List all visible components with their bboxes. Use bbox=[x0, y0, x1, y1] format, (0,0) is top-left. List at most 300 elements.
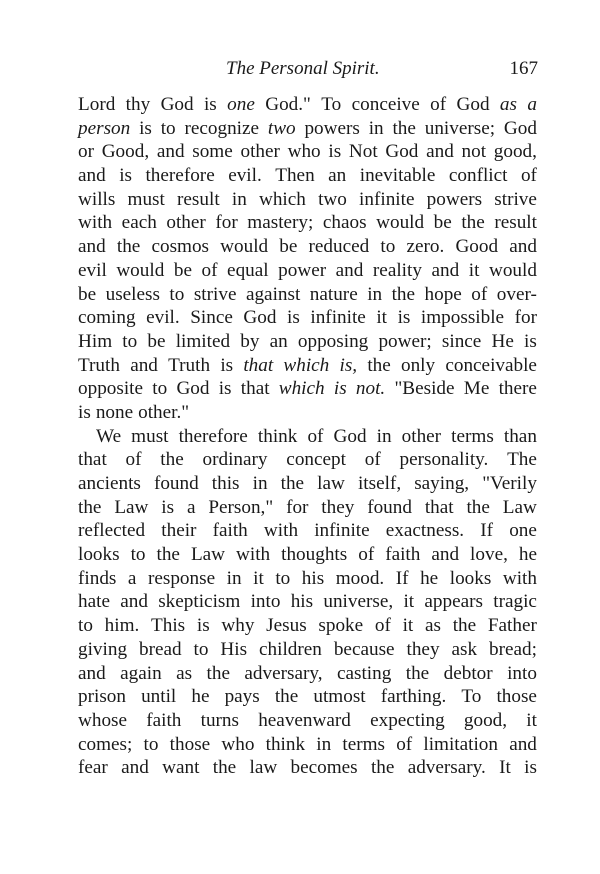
word: is bbox=[220, 354, 234, 376]
word: only bbox=[400, 354, 436, 376]
word: to bbox=[169, 283, 185, 305]
word: none bbox=[95, 401, 134, 423]
word: would bbox=[116, 259, 165, 281]
word: because bbox=[333, 638, 395, 660]
word: terms bbox=[451, 425, 494, 447]
word: "Beside bbox=[394, 378, 455, 400]
word: Lord bbox=[78, 94, 116, 115]
word: looks bbox=[449, 567, 492, 589]
word: coming bbox=[78, 307, 136, 329]
word: be bbox=[147, 330, 166, 352]
word: opposite bbox=[78, 378, 144, 400]
word: itself, bbox=[357, 473, 402, 494]
word: God bbox=[385, 141, 419, 163]
word: to bbox=[130, 544, 146, 566]
word: adversary. bbox=[407, 757, 486, 779]
word: universe, bbox=[323, 591, 394, 613]
word: bread; bbox=[489, 638, 537, 660]
word: that bbox=[240, 378, 270, 400]
word: and bbox=[509, 236, 537, 258]
word: the bbox=[274, 686, 299, 708]
word: and bbox=[335, 259, 364, 281]
word: Truth bbox=[168, 354, 211, 376]
word: good, bbox=[463, 709, 508, 731]
word: it bbox=[402, 615, 414, 637]
word: think bbox=[257, 425, 298, 447]
word: the bbox=[212, 757, 237, 779]
word: a bbox=[186, 496, 196, 518]
word: who bbox=[221, 733, 255, 755]
word: looks bbox=[78, 544, 120, 566]
word: to bbox=[160, 117, 176, 139]
word: the bbox=[461, 212, 485, 234]
word: by bbox=[240, 330, 260, 352]
word: in bbox=[376, 425, 392, 447]
running-header bbox=[78, 58, 538, 84]
word: fear bbox=[78, 757, 108, 779]
word: infinite bbox=[310, 307, 366, 329]
word: universe; bbox=[424, 117, 496, 139]
word: is bbox=[218, 378, 232, 400]
text-line bbox=[78, 401, 537, 425]
word: God bbox=[243, 307, 277, 329]
word: think bbox=[265, 733, 306, 755]
word: God bbox=[456, 94, 490, 115]
word: for bbox=[286, 496, 309, 518]
word: the bbox=[116, 236, 141, 258]
word: hope bbox=[424, 283, 462, 305]
word: powers bbox=[304, 117, 360, 139]
word: against bbox=[245, 283, 301, 305]
word: power bbox=[278, 259, 327, 281]
word: other bbox=[166, 212, 206, 234]
word: exactness. bbox=[385, 520, 465, 542]
word: Him bbox=[78, 330, 113, 352]
italic-word: a bbox=[527, 94, 537, 115]
word: found bbox=[153, 473, 199, 494]
word: other bbox=[240, 141, 280, 163]
word: Then bbox=[275, 165, 315, 187]
word: of bbox=[520, 165, 537, 187]
word: since bbox=[441, 330, 482, 352]
word: in bbox=[252, 473, 268, 494]
word: reality bbox=[372, 259, 422, 281]
word: God bbox=[176, 378, 210, 400]
text-line bbox=[78, 543, 537, 567]
word: personality. bbox=[399, 449, 489, 471]
word: power; bbox=[378, 330, 432, 352]
word: be bbox=[78, 283, 97, 305]
word: bread bbox=[138, 638, 182, 660]
word: Person," bbox=[208, 496, 274, 518]
italic-word: as bbox=[499, 94, 517, 115]
text-line bbox=[78, 235, 537, 259]
word: must bbox=[131, 425, 169, 447]
word: is bbox=[139, 117, 152, 139]
word: and bbox=[120, 591, 148, 613]
word: His bbox=[220, 638, 248, 660]
word: becomes bbox=[290, 757, 358, 779]
word: chaos bbox=[322, 212, 367, 234]
word: therefore bbox=[178, 425, 248, 447]
italic-word: that bbox=[243, 354, 274, 376]
word: who bbox=[287, 141, 321, 163]
word: saying, bbox=[414, 473, 470, 494]
word: is bbox=[119, 165, 132, 187]
word: recognize bbox=[184, 117, 260, 139]
text-line bbox=[78, 425, 537, 449]
word: Law bbox=[114, 496, 149, 518]
word: in bbox=[226, 567, 242, 589]
word: of bbox=[201, 259, 218, 281]
word: He bbox=[491, 330, 514, 352]
word: thy bbox=[125, 94, 151, 115]
text-line bbox=[78, 330, 537, 354]
word: To bbox=[321, 94, 342, 115]
word: and bbox=[509, 733, 537, 755]
word: there bbox=[498, 378, 537, 400]
word: as bbox=[424, 615, 441, 637]
word: and bbox=[121, 757, 149, 779]
word: his bbox=[301, 567, 325, 589]
word: Father bbox=[487, 615, 537, 637]
word: comes; bbox=[78, 733, 133, 755]
italic-word: two bbox=[267, 117, 296, 139]
word: zero. bbox=[406, 236, 445, 258]
word: hate bbox=[78, 591, 110, 613]
word: good, bbox=[493, 141, 537, 163]
word: The bbox=[507, 449, 537, 471]
paragraph bbox=[78, 425, 537, 780]
word: is bbox=[328, 141, 342, 163]
word: conceive bbox=[351, 94, 420, 115]
word: their bbox=[161, 520, 197, 542]
word: or bbox=[78, 141, 94, 163]
word: conceivable bbox=[445, 354, 537, 376]
word: God bbox=[333, 425, 367, 447]
word: is bbox=[524, 330, 537, 352]
word: other bbox=[401, 425, 442, 447]
word: to bbox=[143, 733, 159, 755]
text-line bbox=[78, 377, 537, 401]
word: law bbox=[317, 473, 345, 494]
word: infinite bbox=[359, 188, 415, 210]
word: Truth bbox=[78, 354, 120, 376]
word: wills bbox=[78, 188, 116, 210]
word: of bbox=[358, 544, 375, 566]
word: strive bbox=[193, 283, 237, 305]
word: of bbox=[396, 733, 413, 755]
word: casting bbox=[336, 662, 392, 684]
word: giving bbox=[78, 638, 128, 660]
word: those bbox=[496, 686, 537, 708]
word: the bbox=[78, 496, 102, 518]
text-line bbox=[78, 590, 537, 614]
word: appears bbox=[424, 591, 483, 613]
word: skepticism bbox=[158, 591, 241, 613]
word: love, bbox=[470, 544, 508, 566]
word: the bbox=[280, 473, 305, 494]
word: mood. bbox=[335, 567, 385, 589]
word: him. bbox=[104, 615, 140, 637]
page-number: 167 bbox=[509, 58, 538, 79]
text-line bbox=[78, 472, 537, 496]
word: with bbox=[78, 212, 113, 234]
word: If bbox=[395, 567, 409, 589]
text-line bbox=[78, 283, 537, 307]
word: two bbox=[318, 188, 347, 210]
word: the bbox=[156, 544, 180, 566]
word: useless bbox=[105, 283, 160, 305]
word: be bbox=[433, 212, 452, 234]
word: with bbox=[236, 544, 271, 566]
word: in bbox=[367, 283, 383, 305]
word: to bbox=[78, 615, 93, 637]
text-line bbox=[78, 496, 537, 520]
word: in bbox=[316, 733, 332, 755]
word: is bbox=[78, 401, 91, 423]
word: evil bbox=[78, 259, 107, 281]
word: cosmos bbox=[151, 236, 210, 258]
word: the bbox=[367, 354, 391, 376]
word: This bbox=[151, 615, 186, 637]
italic-word: is, bbox=[339, 354, 358, 376]
text-line bbox=[78, 567, 537, 591]
word: to bbox=[193, 638, 209, 660]
italic-word: which bbox=[283, 354, 330, 376]
word: faith bbox=[385, 544, 421, 566]
word: would bbox=[220, 236, 269, 258]
word: evil. bbox=[228, 165, 262, 187]
text-line bbox=[78, 93, 537, 117]
word: of bbox=[125, 449, 142, 471]
word: be bbox=[173, 259, 192, 281]
word: of bbox=[471, 283, 488, 305]
word: ancients bbox=[78, 473, 141, 494]
word: with bbox=[263, 520, 299, 542]
word: limitation bbox=[423, 733, 498, 755]
word: other." bbox=[138, 401, 190, 423]
word: inevitable bbox=[359, 165, 436, 187]
text-line bbox=[78, 211, 537, 235]
word: an bbox=[269, 330, 288, 352]
word: and bbox=[78, 662, 106, 684]
word: turns bbox=[200, 709, 239, 731]
word: found bbox=[367, 496, 412, 518]
word: he bbox=[518, 544, 537, 566]
word: is bbox=[196, 615, 210, 637]
word: must bbox=[127, 188, 165, 210]
word: in bbox=[231, 188, 247, 210]
word: powers bbox=[426, 188, 483, 210]
word: We bbox=[96, 425, 122, 447]
text-line bbox=[78, 259, 537, 283]
word: again bbox=[120, 662, 162, 684]
word: and bbox=[78, 165, 106, 187]
word: his bbox=[290, 591, 314, 613]
word: of bbox=[307, 425, 324, 447]
word: of bbox=[374, 615, 391, 637]
paragraph bbox=[78, 93, 537, 425]
text-line bbox=[78, 733, 537, 757]
word: a bbox=[127, 567, 137, 589]
word: Law bbox=[190, 544, 226, 566]
word: evil. bbox=[146, 307, 180, 329]
word: is bbox=[524, 757, 537, 779]
italic-word: is bbox=[333, 378, 347, 400]
word: over- bbox=[496, 283, 537, 305]
text-line bbox=[78, 448, 537, 472]
word: he bbox=[191, 686, 210, 708]
word: therefore bbox=[145, 165, 215, 187]
word: Since bbox=[190, 307, 233, 329]
word: Jesus bbox=[266, 615, 307, 637]
word: impossible bbox=[420, 307, 505, 329]
word: law bbox=[249, 757, 278, 779]
word: God bbox=[160, 94, 194, 115]
text-line bbox=[78, 709, 537, 733]
text-line bbox=[78, 756, 537, 780]
word: Good bbox=[455, 236, 499, 258]
word: one bbox=[509, 520, 537, 542]
word: debtor bbox=[443, 662, 493, 684]
word: nature bbox=[309, 283, 358, 305]
word: faith bbox=[146, 709, 182, 731]
word: opposing bbox=[297, 330, 369, 352]
word: as bbox=[176, 662, 193, 684]
word: for bbox=[215, 212, 238, 234]
word: it bbox=[253, 567, 264, 589]
word: that bbox=[424, 496, 454, 518]
word: strive bbox=[494, 188, 537, 210]
word: expecting bbox=[370, 709, 445, 731]
word: adversary, bbox=[244, 662, 323, 684]
text-line bbox=[78, 140, 537, 164]
word: the bbox=[405, 662, 430, 684]
word: utmost bbox=[313, 686, 366, 708]
text-line bbox=[78, 638, 537, 662]
word: tragic bbox=[493, 591, 537, 613]
word: infinite bbox=[314, 520, 370, 542]
word: It bbox=[499, 757, 511, 779]
word: with bbox=[502, 567, 537, 589]
word: is bbox=[397, 307, 411, 329]
word: the bbox=[206, 662, 230, 684]
word: "Verily bbox=[482, 473, 537, 494]
word: conflict bbox=[448, 165, 508, 187]
word: of bbox=[430, 94, 447, 115]
word: and bbox=[130, 354, 158, 376]
word: they bbox=[406, 638, 440, 660]
italic-word: which bbox=[278, 378, 325, 400]
word: mastery; bbox=[247, 212, 314, 234]
word: each bbox=[121, 212, 157, 234]
word: If bbox=[480, 520, 494, 542]
italic-word: person bbox=[78, 117, 131, 139]
word: why bbox=[221, 615, 255, 637]
word: some bbox=[192, 141, 233, 163]
word: be bbox=[279, 236, 298, 258]
word: equal bbox=[227, 259, 269, 281]
word: result bbox=[177, 188, 220, 210]
word: in bbox=[368, 117, 384, 139]
word: heavenward bbox=[258, 709, 351, 731]
word: faith bbox=[212, 520, 248, 542]
word: finds bbox=[78, 567, 117, 589]
word: the bbox=[370, 757, 395, 779]
word: to bbox=[122, 330, 138, 352]
word: result bbox=[494, 212, 537, 234]
word: is bbox=[287, 307, 300, 329]
word: until bbox=[141, 686, 177, 708]
word: and bbox=[431, 544, 460, 566]
word: it bbox=[376, 307, 388, 329]
word: ask bbox=[451, 638, 478, 660]
word: into bbox=[250, 591, 281, 613]
word: an bbox=[328, 165, 347, 187]
italic-word: not. bbox=[355, 378, 386, 400]
word: Me bbox=[463, 378, 490, 400]
word: concept bbox=[286, 449, 346, 471]
word: Not bbox=[348, 141, 378, 163]
word: the bbox=[392, 117, 416, 139]
word: whose bbox=[78, 709, 128, 731]
word: it bbox=[468, 259, 480, 281]
word: want bbox=[162, 757, 200, 779]
word: To bbox=[461, 686, 482, 708]
word: not bbox=[461, 141, 487, 163]
word: children bbox=[259, 638, 322, 660]
word: they bbox=[321, 496, 355, 518]
word: prison bbox=[78, 686, 126, 708]
running-title: The Personal Spirit. bbox=[226, 58, 380, 79]
word: he bbox=[420, 567, 439, 589]
word: is bbox=[203, 94, 217, 115]
word: the bbox=[452, 615, 477, 637]
word: those bbox=[169, 733, 211, 755]
word: God." bbox=[265, 94, 311, 115]
word: and bbox=[78, 236, 106, 258]
word: that bbox=[78, 449, 107, 471]
word: of bbox=[364, 449, 381, 471]
word: to bbox=[275, 567, 291, 589]
text-line bbox=[78, 188, 537, 212]
word: would bbox=[488, 259, 537, 281]
word: pays bbox=[224, 686, 260, 708]
word: terms bbox=[342, 733, 386, 755]
word: and bbox=[431, 259, 460, 281]
text-line bbox=[78, 685, 537, 709]
text-line bbox=[78, 662, 537, 686]
word: is bbox=[161, 496, 175, 518]
word: response bbox=[147, 567, 216, 589]
word: the bbox=[160, 449, 184, 471]
word: it bbox=[526, 709, 537, 731]
word: it bbox=[403, 591, 415, 613]
word: reflected bbox=[78, 520, 146, 542]
word: farthing. bbox=[380, 686, 447, 708]
word: and bbox=[426, 141, 454, 163]
text-line bbox=[78, 306, 537, 330]
word: this bbox=[211, 473, 240, 494]
text-line bbox=[78, 614, 537, 638]
word: Good, bbox=[101, 141, 150, 163]
text-line bbox=[78, 519, 537, 543]
word: Law bbox=[502, 496, 537, 518]
word: limited bbox=[175, 330, 231, 352]
word: for bbox=[514, 307, 537, 329]
word: to bbox=[152, 378, 168, 400]
